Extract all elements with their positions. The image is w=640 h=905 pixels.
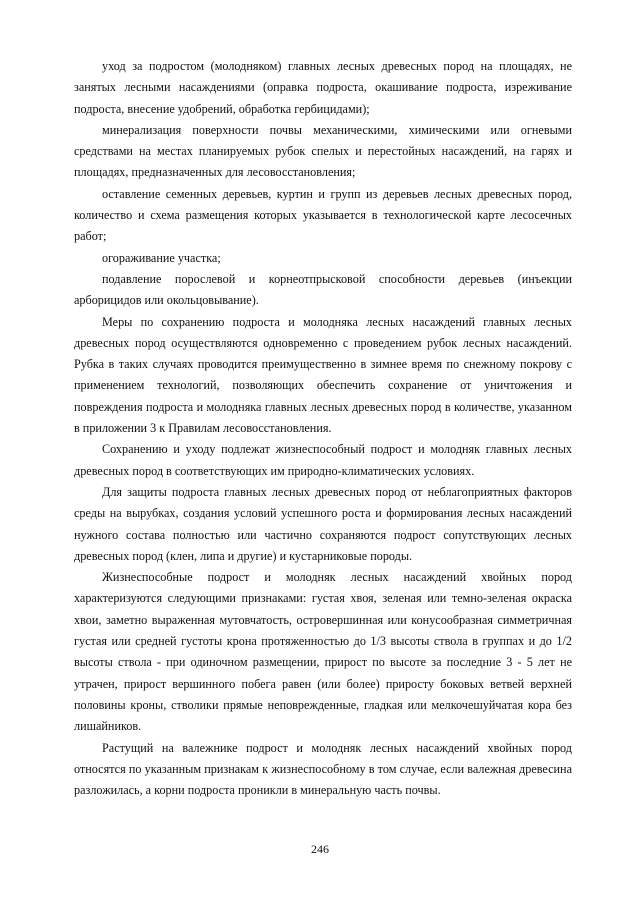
paragraph: Растущий на валежнике подрост и молодняк лесных насаждений хвойных пород относятся по указанным признакам к жизнеспособному в том случае, если валежная древесина разложилась, а корни подроста проникли в минеральную часть почвы.	[74, 740, 572, 798]
body-text	[74, 56, 572, 801]
page-number: 246	[311, 842, 329, 856]
paragraph: огораживание участка;	[102, 250, 221, 265]
paragraph: минерализация поверхности почвы механическими, химическими или огневыми средствами на местах планируемых рубок спелых и перестойных насаждений, на гарях и площадях, предназначенных для лесовосстановления;	[74, 122, 572, 180]
paragraph: Для защиты подроста главных лесных древесных пород от неблагоприятных факторов среды на вырубках, создания условий успешного роста и формирования лесных насаждений нужного состава полностью или частично сохраняются подрост сопутствующих лесных древесных пород (клен, липа и другие) и кустарниковые породы.	[74, 484, 572, 563]
paragraph: Меры по сохранению подроста и молодняка лесных насаждений главных лесных древесных пород осуществляются одновременно с проведением рубок лесных насаждений. Рубка в таких случаях проводится преимущественно в зимнее время по снежному покрову с применением технологий, позволяющих обеспечить сохранение от уничтожения и повреждения подроста и молодняка главных лесных древесных пород в количестве, указанном в приложении 3 к Правилам лесовосстановления.	[74, 314, 572, 436]
paragraph: Жизнеспособные подрост и молодняк лесных насаждений хвойных пород характеризуются следующими признаками: густая хвоя, зеленая или темно-зеленая окраска хвои, заметно выраженная мутовчатость, островершинная или конусообразная симметричная густая или средней густоты крона протяженностью до 1/3 высоты ствола в группах и до 1/2 высоты ствола - при одиночном размещении, прирост по высоте за последние 3 - 5 лет не утрачен, прирост вершинного побега равен (или более) приросту боковых ветвей верхней половины кроны, стволики прямые неповрежденные, гладкая или мелкочешуйчатая кора без лишайников.	[74, 570, 572, 734]
paragraph: уход за подростом (молодняком) главных лесных древесных пород на площадях, не занятых лесными насаждениями (оправка подроста, окашивание подроста, изреживание подроста, внесение удобрений, обработка гербицидами);	[74, 59, 572, 116]
paragraph: оставление семенных деревьев, куртин и групп из деревьев лесных древесных пород, количество и схема размещения которых указывается в технологической карте лесосечных работ;	[74, 186, 572, 244]
paragraph: подавление порослевой и корнеотпрысковой способности деревьев (инъекции арборицидов или окольцовывание).	[74, 271, 572, 308]
paragraph: Сохранению и уходу подлежат жизнеспособный подрост и молодняк главных лесных древесных пород в соответствующих им природно-климатических условиях.	[74, 442, 572, 478]
